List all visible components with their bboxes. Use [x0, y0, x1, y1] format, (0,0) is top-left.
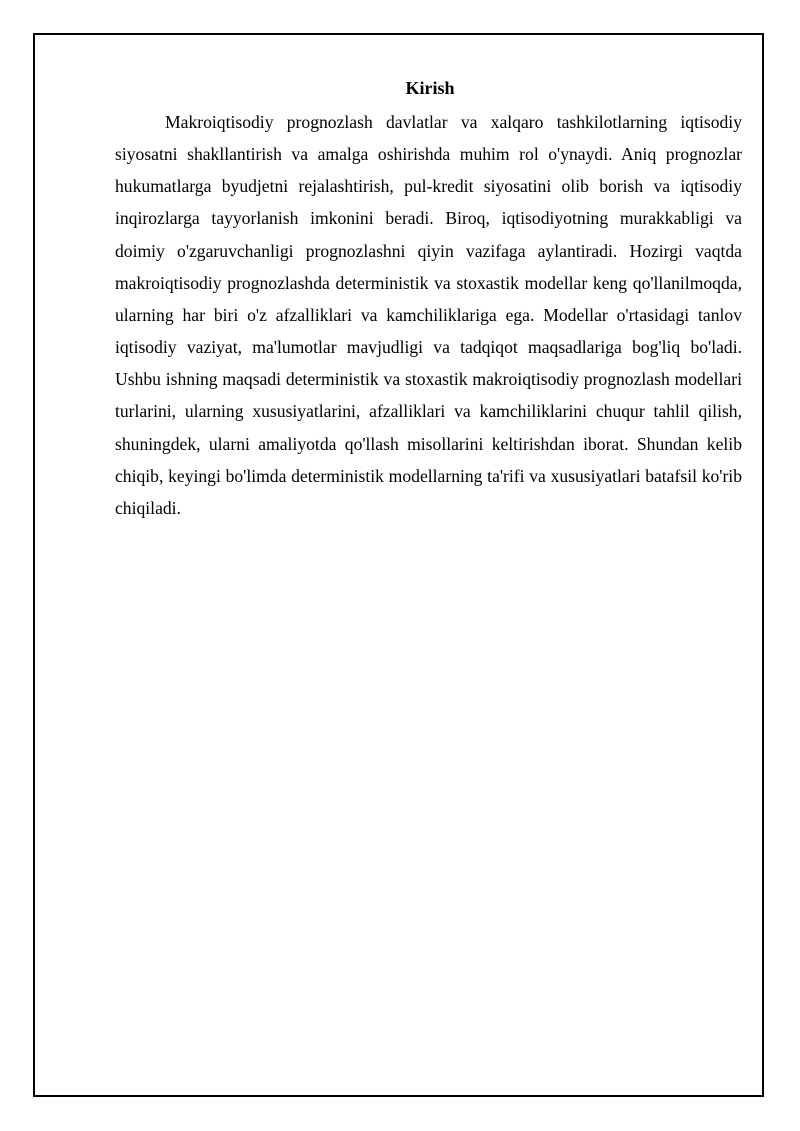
- page-title: Kirish: [405, 78, 455, 98]
- intro-paragraph: Makroiqtisodiy prognozlash davlatlar va xalqaro tashkilotlarning iqtisodiy siyosatni shakllantirish va amalga oshirishda muhim rol o'ynaydi. Aniq prognozlar hukumatlarga byudjetni rejalashtirish, pul-kredit siyosatini olib borish va iqtisodiy inqirozlarga tayyorlanish imkonini beradi. Biroq, iqtisodiyotning murakkabligi va doimiy o'zgaruvchanligi prognozlashni qiyin vazifaga aylantiradi. Hozirgi vaqtda makroiqtisodiy prognozlashda deterministik va stoxastik modellar keng qo'llanilmoqda, ularning har biri o'z afzalliklari va kamchiliklariga ega. Modellar o'rtasidagi tanlov iqtisodiy vaziyat, ma'lumotlar mavjudligi va tadqiqot maqsadlariga bog'liq bo'ladi. Ushbu ishning maqsadi deterministik va stoxastik makroiqtisodiy prognozlash modellari turlarini, ularning xususiyatlarini, afzalliklari va kamchiliklarini chuqur tahlil qilish, shuningdek, ularni amaliyotda qo'llash misollarini keltirishdan iborat. Shundan kelib chiqib, keyingi bo'limda deterministik modellarning ta'rifi va xususiyatlari batafsil ko'rib chiqiladi.: [115, 112, 742, 518]
